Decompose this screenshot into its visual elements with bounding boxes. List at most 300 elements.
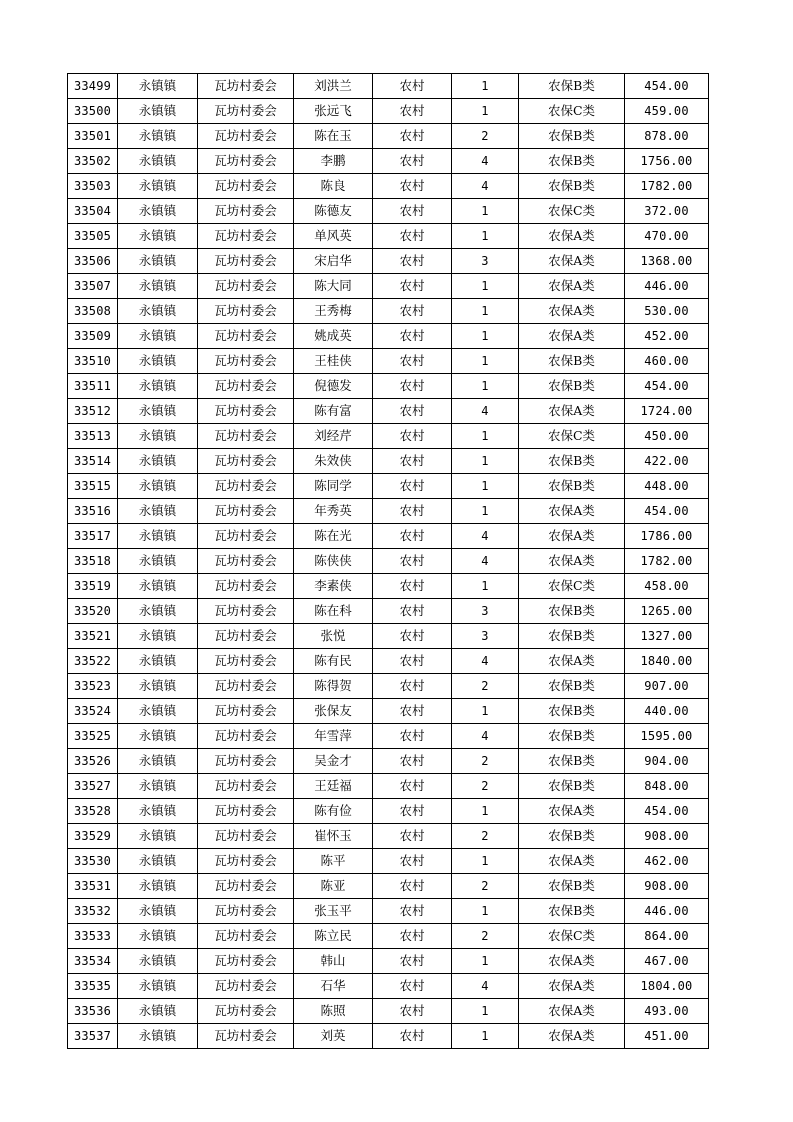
village-cell: 瓦坊村委会 bbox=[198, 174, 294, 199]
household-count-cell: 1 bbox=[452, 474, 519, 499]
category-cell: 农保A类 bbox=[519, 499, 625, 524]
area-type-cell: 农村 bbox=[373, 74, 452, 99]
name-cell: 陈在玉 bbox=[294, 124, 373, 149]
table-row bbox=[68, 399, 709, 424]
household-count-cell: 4 bbox=[452, 399, 519, 424]
area-type-cell: 农村 bbox=[373, 424, 452, 449]
area-type-cell: 农村 bbox=[373, 924, 452, 949]
name-cell: 崔怀玉 bbox=[294, 824, 373, 849]
record-id-cell: 33514 bbox=[68, 449, 118, 474]
village-cell: 瓦坊村委会 bbox=[198, 749, 294, 774]
category-cell: 农保B类 bbox=[519, 749, 625, 774]
table-row bbox=[68, 549, 709, 574]
town-cell: 永镇镇 bbox=[118, 899, 198, 924]
amount-cell: 1804.00 bbox=[625, 974, 709, 999]
town-cell: 永镇镇 bbox=[118, 624, 198, 649]
table-row bbox=[68, 149, 709, 174]
record-id-cell: 33533 bbox=[68, 924, 118, 949]
name-cell: 王秀梅 bbox=[294, 299, 373, 324]
category-cell: 农保C类 bbox=[519, 924, 625, 949]
area-type-cell: 农村 bbox=[373, 99, 452, 124]
record-id-cell: 33504 bbox=[68, 199, 118, 224]
village-cell: 瓦坊村委会 bbox=[198, 474, 294, 499]
amount-cell: 448.00 bbox=[625, 474, 709, 499]
name-cell: 陈在光 bbox=[294, 524, 373, 549]
name-cell: 张远飞 bbox=[294, 99, 373, 124]
amount-cell: 451.00 bbox=[625, 1024, 709, 1049]
table-row bbox=[68, 624, 709, 649]
record-id-cell: 33536 bbox=[68, 999, 118, 1024]
table-row bbox=[68, 199, 709, 224]
village-cell: 瓦坊村委会 bbox=[198, 649, 294, 674]
town-cell: 永镇镇 bbox=[118, 1024, 198, 1049]
area-type-cell: 农村 bbox=[373, 674, 452, 699]
town-cell: 永镇镇 bbox=[118, 299, 198, 324]
table-row bbox=[68, 324, 709, 349]
town-cell: 永镇镇 bbox=[118, 674, 198, 699]
area-type-cell: 农村 bbox=[373, 974, 452, 999]
name-cell: 陈立民 bbox=[294, 924, 373, 949]
record-id-cell: 33535 bbox=[68, 974, 118, 999]
name-cell: 陈同学 bbox=[294, 474, 373, 499]
category-cell: 农保A类 bbox=[519, 974, 625, 999]
category-cell: 农保B类 bbox=[519, 349, 625, 374]
category-cell: 农保A类 bbox=[519, 249, 625, 274]
name-cell: 陈有民 bbox=[294, 649, 373, 674]
household-count-cell: 1 bbox=[452, 799, 519, 824]
name-cell: 年雪萍 bbox=[294, 724, 373, 749]
area-type-cell: 农村 bbox=[373, 174, 452, 199]
category-cell: 农保B类 bbox=[519, 724, 625, 749]
village-cell: 瓦坊村委会 bbox=[198, 374, 294, 399]
household-count-cell: 3 bbox=[452, 249, 519, 274]
amount-cell: 848.00 bbox=[625, 774, 709, 799]
amount-cell: 904.00 bbox=[625, 749, 709, 774]
amount-cell: 907.00 bbox=[625, 674, 709, 699]
category-cell: 农保B类 bbox=[519, 774, 625, 799]
table-row bbox=[68, 874, 709, 899]
village-cell: 瓦坊村委会 bbox=[198, 249, 294, 274]
name-cell: 李鹏 bbox=[294, 149, 373, 174]
record-id-cell: 33512 bbox=[68, 399, 118, 424]
area-type-cell: 农村 bbox=[373, 449, 452, 474]
table-row bbox=[68, 249, 709, 274]
table-row bbox=[68, 799, 709, 824]
area-type-cell: 农村 bbox=[373, 524, 452, 549]
area-type-cell: 农村 bbox=[373, 699, 452, 724]
village-cell: 瓦坊村委会 bbox=[198, 824, 294, 849]
town-cell: 永镇镇 bbox=[118, 324, 198, 349]
amount-cell: 454.00 bbox=[625, 74, 709, 99]
name-cell: 刘英 bbox=[294, 1024, 373, 1049]
amount-cell: 1368.00 bbox=[625, 249, 709, 274]
town-cell: 永镇镇 bbox=[118, 949, 198, 974]
name-cell: 王桂侠 bbox=[294, 349, 373, 374]
amount-cell: 458.00 bbox=[625, 574, 709, 599]
village-cell: 瓦坊村委会 bbox=[198, 949, 294, 974]
household-count-cell: 2 bbox=[452, 924, 519, 949]
record-id-cell: 33525 bbox=[68, 724, 118, 749]
town-cell: 永镇镇 bbox=[118, 74, 198, 99]
amount-cell: 1265.00 bbox=[625, 599, 709, 624]
household-count-cell: 3 bbox=[452, 599, 519, 624]
amount-cell: 467.00 bbox=[625, 949, 709, 974]
table-row bbox=[68, 924, 709, 949]
category-cell: 农保B类 bbox=[519, 899, 625, 924]
town-cell: 永镇镇 bbox=[118, 974, 198, 999]
category-cell: 农保C类 bbox=[519, 99, 625, 124]
household-count-cell: 4 bbox=[452, 724, 519, 749]
category-cell: 农保B类 bbox=[519, 824, 625, 849]
area-type-cell: 农村 bbox=[373, 374, 452, 399]
town-cell: 永镇镇 bbox=[118, 699, 198, 724]
table-row bbox=[68, 974, 709, 999]
table-row bbox=[68, 824, 709, 849]
household-count-cell: 3 bbox=[452, 624, 519, 649]
name-cell: 张悦 bbox=[294, 624, 373, 649]
amount-cell: 908.00 bbox=[625, 824, 709, 849]
area-type-cell: 农村 bbox=[373, 599, 452, 624]
record-id-cell: 33503 bbox=[68, 174, 118, 199]
name-cell: 李素侠 bbox=[294, 574, 373, 599]
village-cell: 瓦坊村委会 bbox=[198, 99, 294, 124]
town-cell: 永镇镇 bbox=[118, 499, 198, 524]
category-cell: 农保B类 bbox=[519, 599, 625, 624]
town-cell: 永镇镇 bbox=[118, 224, 198, 249]
amount-cell: 422.00 bbox=[625, 449, 709, 474]
name-cell: 刘经芹 bbox=[294, 424, 373, 449]
table-row bbox=[68, 174, 709, 199]
table-row bbox=[68, 574, 709, 599]
town-cell: 永镇镇 bbox=[118, 724, 198, 749]
table-row bbox=[68, 674, 709, 699]
household-count-cell: 1 bbox=[452, 424, 519, 449]
area-type-cell: 农村 bbox=[373, 1024, 452, 1049]
category-cell: 农保A类 bbox=[519, 399, 625, 424]
amount-cell: 878.00 bbox=[625, 124, 709, 149]
household-count-cell: 4 bbox=[452, 174, 519, 199]
amount-cell: 450.00 bbox=[625, 424, 709, 449]
town-cell: 永镇镇 bbox=[118, 649, 198, 674]
record-id-cell: 33524 bbox=[68, 699, 118, 724]
table-row bbox=[68, 349, 709, 374]
area-type-cell: 农村 bbox=[373, 999, 452, 1024]
amount-cell: 1595.00 bbox=[625, 724, 709, 749]
name-cell: 陈平 bbox=[294, 849, 373, 874]
table-row bbox=[68, 474, 709, 499]
table-row bbox=[68, 74, 709, 99]
area-type-cell: 农村 bbox=[373, 249, 452, 274]
record-id-cell: 33537 bbox=[68, 1024, 118, 1049]
record-id-cell: 33516 bbox=[68, 499, 118, 524]
area-type-cell: 农村 bbox=[373, 724, 452, 749]
record-id-cell: 33508 bbox=[68, 299, 118, 324]
area-type-cell: 农村 bbox=[373, 299, 452, 324]
name-cell: 陈在科 bbox=[294, 599, 373, 624]
name-cell: 陈照 bbox=[294, 999, 373, 1024]
village-cell: 瓦坊村委会 bbox=[198, 599, 294, 624]
household-count-cell: 1 bbox=[452, 99, 519, 124]
village-cell: 瓦坊村委会 bbox=[198, 624, 294, 649]
village-cell: 瓦坊村委会 bbox=[198, 974, 294, 999]
name-cell: 陈得贺 bbox=[294, 674, 373, 699]
category-cell: 农保B类 bbox=[519, 699, 625, 724]
record-id-cell: 33518 bbox=[68, 549, 118, 574]
name-cell: 姚成英 bbox=[294, 324, 373, 349]
record-id-cell: 33531 bbox=[68, 874, 118, 899]
village-cell: 瓦坊村委会 bbox=[198, 349, 294, 374]
record-id-cell: 33509 bbox=[68, 324, 118, 349]
household-count-cell: 4 bbox=[452, 974, 519, 999]
record-id-cell: 33530 bbox=[68, 849, 118, 874]
town-cell: 永镇镇 bbox=[118, 349, 198, 374]
name-cell: 年秀英 bbox=[294, 499, 373, 524]
village-cell: 瓦坊村委会 bbox=[198, 799, 294, 824]
household-count-cell: 1 bbox=[452, 74, 519, 99]
household-count-cell: 1 bbox=[452, 1024, 519, 1049]
village-cell: 瓦坊村委会 bbox=[198, 524, 294, 549]
table-row bbox=[68, 724, 709, 749]
household-count-cell: 2 bbox=[452, 674, 519, 699]
table-row bbox=[68, 99, 709, 124]
amount-cell: 446.00 bbox=[625, 274, 709, 299]
table-row bbox=[68, 1024, 709, 1049]
amount-cell: 459.00 bbox=[625, 99, 709, 124]
household-count-cell: 4 bbox=[452, 649, 519, 674]
record-id-cell: 33505 bbox=[68, 224, 118, 249]
village-cell: 瓦坊村委会 bbox=[198, 699, 294, 724]
town-cell: 永镇镇 bbox=[118, 449, 198, 474]
record-id-cell: 33513 bbox=[68, 424, 118, 449]
name-cell: 陈有俭 bbox=[294, 799, 373, 824]
household-count-cell: 1 bbox=[452, 274, 519, 299]
area-type-cell: 农村 bbox=[373, 874, 452, 899]
household-count-cell: 1 bbox=[452, 449, 519, 474]
town-cell: 永镇镇 bbox=[118, 849, 198, 874]
village-cell: 瓦坊村委会 bbox=[198, 499, 294, 524]
household-count-cell: 1 bbox=[452, 574, 519, 599]
name-cell: 张保友 bbox=[294, 699, 373, 724]
record-id-cell: 33501 bbox=[68, 124, 118, 149]
village-cell: 瓦坊村委会 bbox=[198, 549, 294, 574]
record-id-cell: 33517 bbox=[68, 524, 118, 549]
table-row bbox=[68, 524, 709, 549]
record-id-cell: 33500 bbox=[68, 99, 118, 124]
record-id-cell: 33521 bbox=[68, 624, 118, 649]
household-count-cell: 1 bbox=[452, 849, 519, 874]
table-row bbox=[68, 599, 709, 624]
category-cell: 农保B类 bbox=[519, 149, 625, 174]
amount-cell: 908.00 bbox=[625, 874, 709, 899]
amount-cell: 372.00 bbox=[625, 199, 709, 224]
village-cell: 瓦坊村委会 bbox=[198, 1024, 294, 1049]
area-type-cell: 农村 bbox=[373, 224, 452, 249]
area-type-cell: 农村 bbox=[373, 899, 452, 924]
household-count-cell: 1 bbox=[452, 224, 519, 249]
record-id-cell: 33507 bbox=[68, 274, 118, 299]
document-page bbox=[67, 73, 708, 1049]
category-cell: 农保B类 bbox=[519, 474, 625, 499]
category-cell: 农保B类 bbox=[519, 674, 625, 699]
category-cell: 农保B类 bbox=[519, 624, 625, 649]
amount-cell: 493.00 bbox=[625, 999, 709, 1024]
category-cell: 农保A类 bbox=[519, 299, 625, 324]
category-cell: 农保A类 bbox=[519, 524, 625, 549]
town-cell: 永镇镇 bbox=[118, 199, 198, 224]
record-id-cell: 33527 bbox=[68, 774, 118, 799]
name-cell: 吴金才 bbox=[294, 749, 373, 774]
name-cell: 刘洪兰 bbox=[294, 74, 373, 99]
area-type-cell: 农村 bbox=[373, 399, 452, 424]
amount-cell: 1327.00 bbox=[625, 624, 709, 649]
household-count-cell: 1 bbox=[452, 499, 519, 524]
household-count-cell: 4 bbox=[452, 524, 519, 549]
household-count-cell: 1 bbox=[452, 374, 519, 399]
record-id-cell: 33499 bbox=[68, 74, 118, 99]
record-id-cell: 33534 bbox=[68, 949, 118, 974]
village-cell: 瓦坊村委会 bbox=[198, 924, 294, 949]
record-id-cell: 33529 bbox=[68, 824, 118, 849]
record-id-cell: 33523 bbox=[68, 674, 118, 699]
area-type-cell: 农村 bbox=[373, 849, 452, 874]
category-cell: 农保A类 bbox=[519, 224, 625, 249]
village-cell: 瓦坊村委会 bbox=[198, 149, 294, 174]
name-cell: 陈德友 bbox=[294, 199, 373, 224]
amount-cell: 452.00 bbox=[625, 324, 709, 349]
village-cell: 瓦坊村委会 bbox=[198, 999, 294, 1024]
category-cell: 农保A类 bbox=[519, 849, 625, 874]
town-cell: 永镇镇 bbox=[118, 749, 198, 774]
town-cell: 永镇镇 bbox=[118, 999, 198, 1024]
amount-cell: 470.00 bbox=[625, 224, 709, 249]
table-row bbox=[68, 699, 709, 724]
household-count-cell: 1 bbox=[452, 199, 519, 224]
village-cell: 瓦坊村委会 bbox=[198, 199, 294, 224]
area-type-cell: 农村 bbox=[373, 624, 452, 649]
amount-cell: 460.00 bbox=[625, 349, 709, 374]
amount-cell: 1786.00 bbox=[625, 524, 709, 549]
area-type-cell: 农村 bbox=[373, 549, 452, 574]
area-type-cell: 农村 bbox=[373, 824, 452, 849]
table-row bbox=[68, 849, 709, 874]
area-type-cell: 农村 bbox=[373, 199, 452, 224]
town-cell: 永镇镇 bbox=[118, 799, 198, 824]
category-cell: 农保B类 bbox=[519, 174, 625, 199]
category-cell: 农保C类 bbox=[519, 424, 625, 449]
record-id-cell: 33506 bbox=[68, 249, 118, 274]
category-cell: 农保B类 bbox=[519, 374, 625, 399]
record-id-cell: 33532 bbox=[68, 899, 118, 924]
name-cell: 韩山 bbox=[294, 949, 373, 974]
name-cell: 陈大同 bbox=[294, 274, 373, 299]
household-count-cell: 1 bbox=[452, 949, 519, 974]
village-cell: 瓦坊村委会 bbox=[198, 224, 294, 249]
record-id-cell: 33526 bbox=[68, 749, 118, 774]
area-type-cell: 农村 bbox=[373, 949, 452, 974]
household-count-cell: 1 bbox=[452, 324, 519, 349]
record-id-cell: 33519 bbox=[68, 574, 118, 599]
name-cell: 张玉平 bbox=[294, 899, 373, 924]
area-type-cell: 农村 bbox=[373, 149, 452, 174]
town-cell: 永镇镇 bbox=[118, 149, 198, 174]
village-cell: 瓦坊村委会 bbox=[198, 874, 294, 899]
household-count-cell: 2 bbox=[452, 874, 519, 899]
household-count-cell: 2 bbox=[452, 124, 519, 149]
amount-cell: 1782.00 bbox=[625, 549, 709, 574]
town-cell: 永镇镇 bbox=[118, 474, 198, 499]
town-cell: 永镇镇 bbox=[118, 524, 198, 549]
town-cell: 永镇镇 bbox=[118, 249, 198, 274]
table-row bbox=[68, 449, 709, 474]
village-cell: 瓦坊村委会 bbox=[198, 324, 294, 349]
household-count-cell: 1 bbox=[452, 999, 519, 1024]
name-cell: 陈有富 bbox=[294, 399, 373, 424]
town-cell: 永镇镇 bbox=[118, 424, 198, 449]
category-cell: 农保C类 bbox=[519, 574, 625, 599]
area-type-cell: 农村 bbox=[373, 499, 452, 524]
table-row bbox=[68, 224, 709, 249]
table-row bbox=[68, 124, 709, 149]
town-cell: 永镇镇 bbox=[118, 774, 198, 799]
amount-cell: 530.00 bbox=[625, 299, 709, 324]
area-type-cell: 农村 bbox=[373, 649, 452, 674]
village-cell: 瓦坊村委会 bbox=[198, 74, 294, 99]
area-type-cell: 农村 bbox=[373, 274, 452, 299]
table-row bbox=[68, 774, 709, 799]
village-cell: 瓦坊村委会 bbox=[198, 774, 294, 799]
town-cell: 永镇镇 bbox=[118, 374, 198, 399]
village-cell: 瓦坊村委会 bbox=[198, 299, 294, 324]
record-id-cell: 33510 bbox=[68, 349, 118, 374]
table-row bbox=[68, 749, 709, 774]
town-cell: 永镇镇 bbox=[118, 124, 198, 149]
table-body bbox=[68, 74, 709, 1049]
table-row bbox=[68, 899, 709, 924]
household-count-cell: 4 bbox=[452, 149, 519, 174]
town-cell: 永镇镇 bbox=[118, 874, 198, 899]
name-cell: 倪德发 bbox=[294, 374, 373, 399]
record-id-cell: 33520 bbox=[68, 599, 118, 624]
category-cell: 农保A类 bbox=[519, 549, 625, 574]
town-cell: 永镇镇 bbox=[118, 549, 198, 574]
category-cell: 农保B类 bbox=[519, 874, 625, 899]
category-cell: 农保A类 bbox=[519, 649, 625, 674]
category-cell: 农保B类 bbox=[519, 124, 625, 149]
town-cell: 永镇镇 bbox=[118, 599, 198, 624]
table-row bbox=[68, 999, 709, 1024]
village-cell: 瓦坊村委会 bbox=[198, 574, 294, 599]
village-cell: 瓦坊村委会 bbox=[198, 424, 294, 449]
household-count-cell: 1 bbox=[452, 299, 519, 324]
area-type-cell: 农村 bbox=[373, 749, 452, 774]
table-row bbox=[68, 649, 709, 674]
name-cell: 石华 bbox=[294, 974, 373, 999]
area-type-cell: 农村 bbox=[373, 124, 452, 149]
amount-cell: 864.00 bbox=[625, 924, 709, 949]
category-cell: 农保A类 bbox=[519, 949, 625, 974]
name-cell: 单风英 bbox=[294, 224, 373, 249]
amount-cell: 446.00 bbox=[625, 899, 709, 924]
amount-cell: 1756.00 bbox=[625, 149, 709, 174]
record-id-cell: 33522 bbox=[68, 649, 118, 674]
amount-cell: 1840.00 bbox=[625, 649, 709, 674]
town-cell: 永镇镇 bbox=[118, 824, 198, 849]
village-cell: 瓦坊村委会 bbox=[198, 849, 294, 874]
record-id-cell: 33511 bbox=[68, 374, 118, 399]
household-count-cell: 2 bbox=[452, 749, 519, 774]
table-row bbox=[68, 499, 709, 524]
area-type-cell: 农村 bbox=[373, 324, 452, 349]
